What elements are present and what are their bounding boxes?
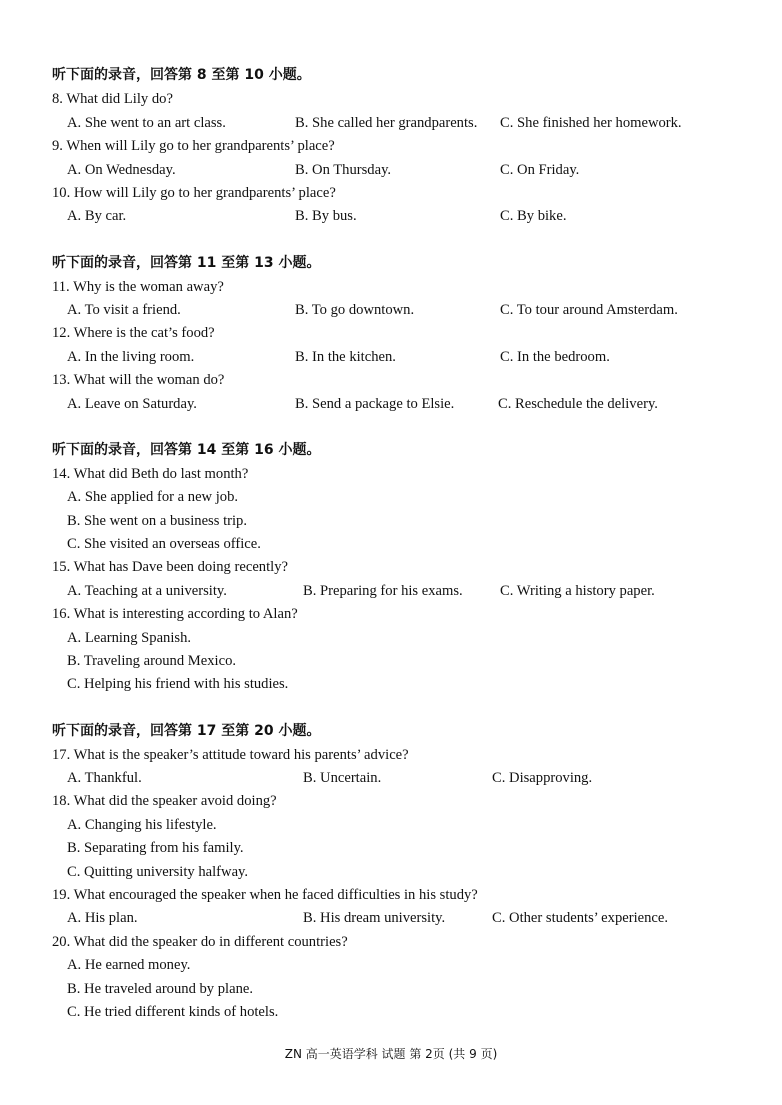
option-11c: C. To tour around Amsterdam. [500, 302, 678, 318]
question-17: 17. What is the speaker’s attitude toward his parents’ advice? [52, 747, 409, 763]
question-14: 14. What did Beth do last month? [52, 466, 249, 482]
option-12c: C. In the bedroom. [500, 349, 610, 365]
question-15: 15. What has Dave been doing recently? [52, 559, 288, 575]
option-10b: B. By bus. [295, 208, 357, 224]
option-13b: B. Send a package to Elsie. [295, 396, 455, 412]
option-14c: C. She visited an overseas office. [67, 536, 261, 552]
question-19: 19. What encouraged the speaker when he faced difficulties in his study? [52, 887, 478, 903]
option-14a: A. She applied for a new job. [67, 489, 239, 505]
option-20b: B. He traveled around by plane. [67, 981, 254, 997]
option-9a: A. On Wednesday. [67, 162, 176, 178]
section-heading: 听下面的录音，回答第 14 至第 16 小题。 [52, 442, 321, 458]
option-10a: A. By car. [67, 208, 127, 224]
option-19b: B. His dream university. [303, 910, 446, 926]
question-20: 20. What did the speaker do in different countries? [52, 934, 348, 950]
option-8b: B. She called her grandparents. [295, 115, 478, 131]
option-11a: A. To visit a friend. [67, 302, 181, 318]
section-heading: 听下面的录音，回答第 17 至第 20 小题。 [52, 723, 321, 739]
question-12: 12. Where is the cat’s food? [52, 325, 215, 341]
option-10c: C. By bike. [500, 208, 567, 224]
option-17b: B. Uncertain. [303, 770, 382, 786]
question-16: 16. What is interesting according to Alan? [52, 606, 298, 622]
option-17a: A. Thankful. [67, 770, 142, 786]
option-20a: A. He earned money. [67, 957, 191, 973]
option-15b: B. Preparing for his exams. [303, 583, 463, 599]
option-8c: C. She finished her homework. [500, 115, 682, 131]
section-heading: 听下面的录音，回答第 8 至第 10 小题。 [52, 67, 311, 83]
option-18c: C. Quitting university halfway. [67, 864, 249, 880]
question-8: 8. What did Lily do? [52, 91, 173, 107]
question-10: 10. How will Lily go to her grandparents’ place? [52, 185, 336, 201]
option-8a: A. She went to an art class. [67, 115, 226, 131]
question-9: 9. When will Lily go to her grandparents’ place? [52, 138, 335, 154]
page-footer: ZN 高一英语学科 试题 第 2页 (共 9 页) [284, 1047, 498, 1061]
option-13a: A. Leave on Saturday. [67, 396, 197, 412]
option-18a: A. Changing his lifestyle. [67, 817, 217, 833]
option-12b: B. In the kitchen. [295, 349, 396, 365]
section-heading: 听下面的录音，回答第 11 至第 13 小题。 [52, 255, 321, 271]
option-15a: A. Teaching at a university. [67, 583, 227, 599]
option-13c: C. Reschedule the delivery. [498, 396, 658, 412]
option-16c: C. Helping his friend with his studies. [67, 676, 289, 692]
option-11b: B. To go downtown. [295, 302, 415, 318]
option-17c: C. Disapproving. [492, 770, 593, 786]
option-14b: B. She went on a business trip. [67, 513, 247, 529]
question-13: 13. What will the woman do? [52, 372, 225, 388]
option-19c: C. Other students’ experience. [492, 910, 669, 926]
option-19a: A. His plan. [67, 910, 138, 926]
option-15c: C. Writing a history paper. [500, 583, 655, 599]
option-16b: B. Traveling around Mexico. [67, 653, 237, 669]
option-16a: A. Learning Spanish. [67, 630, 192, 646]
option-18b: B. Separating from his family. [67, 840, 244, 856]
option-20c: C. He tried different kinds of hotels. [67, 1004, 279, 1020]
question-11: 11. Why is the woman away? [52, 279, 224, 295]
option-9b: B. On Thursday. [295, 162, 392, 178]
option-9c: C. On Friday. [500, 162, 580, 178]
question-18: 18. What did the speaker avoid doing? [52, 793, 277, 809]
option-12a: A. In the living room. [67, 349, 195, 365]
